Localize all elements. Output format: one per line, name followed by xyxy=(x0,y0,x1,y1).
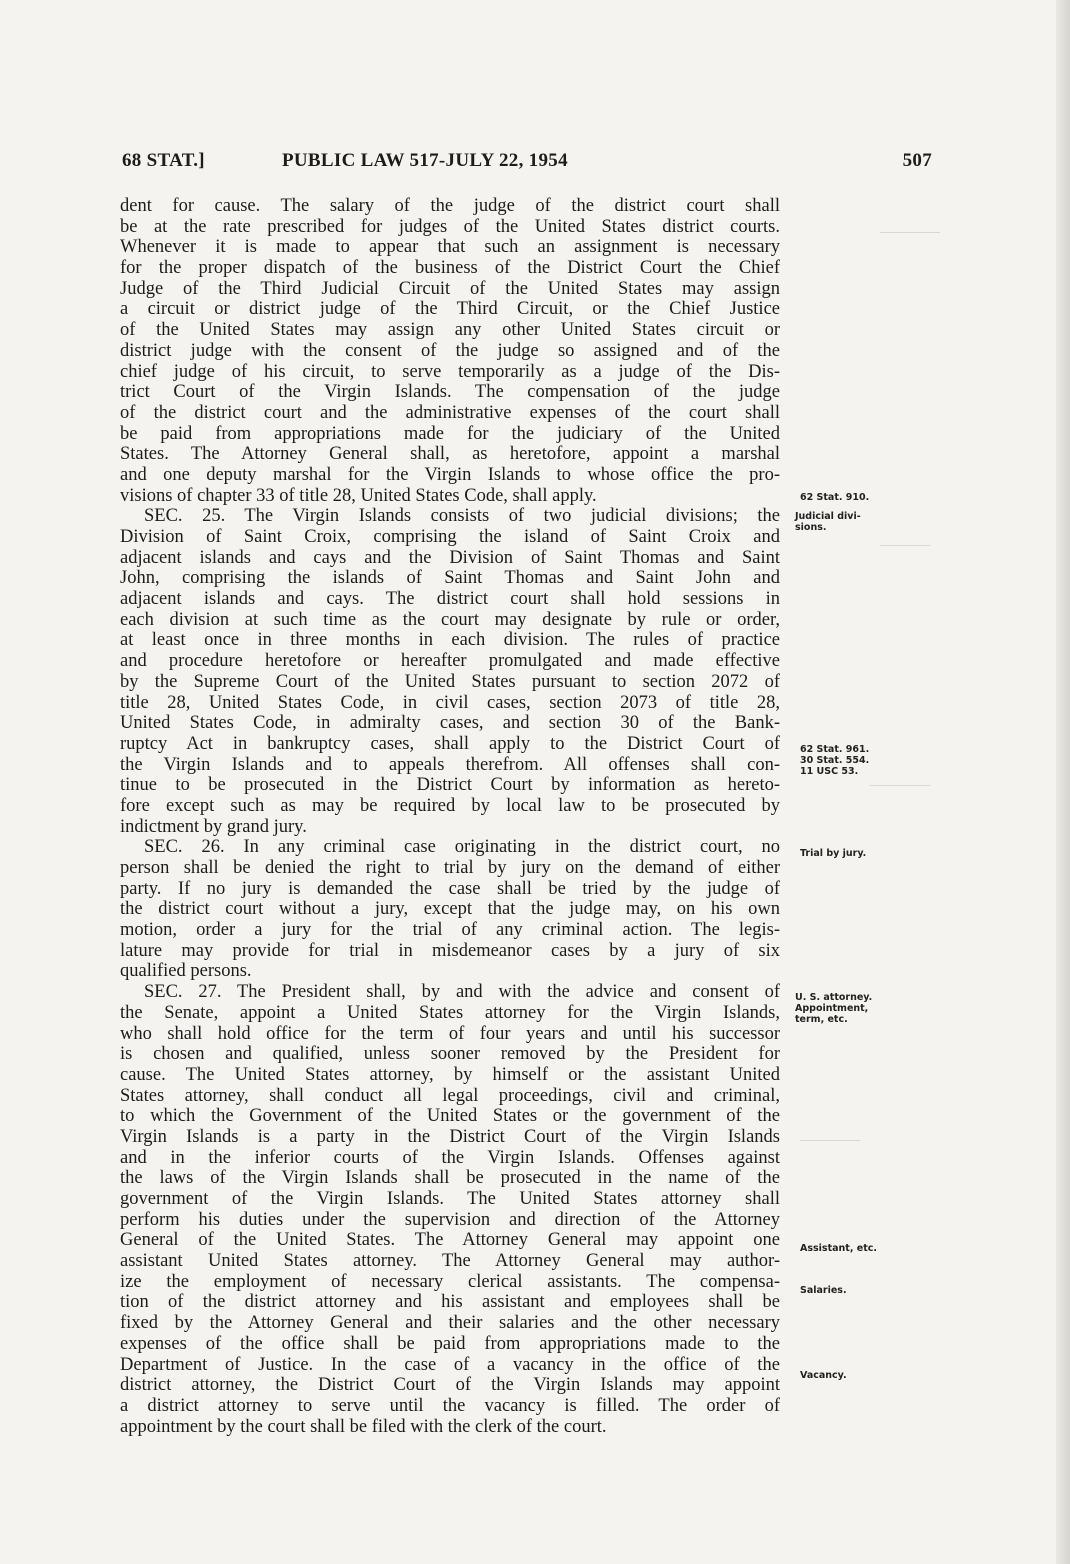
text-line: SEC. 27. The President shall, by and with the advice and consent of xyxy=(144,982,780,1003)
text-line: is chosen and qualified, unless sooner removed by the President for xyxy=(120,1044,780,1065)
text-line: by the Supreme Court of the United States pursuant to section 2072 of xyxy=(120,671,780,692)
text-line: General of the United States. The Attorney General may appoint one xyxy=(120,1230,780,1251)
text-line: States attorney, shall conduct all legal proceedings, civil and criminal, xyxy=(120,1085,780,1106)
text-line: at least once in three months in each division. The rules of practice xyxy=(120,630,780,651)
text-line: of the United States may assign any other United States circuit or xyxy=(120,320,780,341)
text-line: district judge with the consent of the judge so assigned and of the xyxy=(120,340,780,361)
text-line: fixed by the Attorney General and their salaries and the other necessary xyxy=(120,1313,780,1334)
text-line: Division of Saint Croix, comprising the island of Saint Croix and xyxy=(120,527,780,547)
text-line: qualified persons. xyxy=(120,961,252,982)
margin-note xyxy=(800,1285,847,1296)
margin-note xyxy=(795,511,861,533)
show-through-mark xyxy=(880,545,930,562)
text-line: States. The Attorney General shall, as heretofore, appoint a marshal xyxy=(120,444,780,465)
margin-note xyxy=(800,1243,877,1254)
margin-note-line: Assistant, etc. xyxy=(800,1243,877,1254)
text-line: United States Code, in admiralty cases, and section 30 of the Bank- xyxy=(120,713,780,734)
margin-note xyxy=(800,744,869,777)
margin-note-line: Salaries. xyxy=(800,1285,847,1296)
text-line: a district attorney to serve until the vacancy is filled. The order of xyxy=(120,1395,780,1416)
text-line: of the district court and the administrative expenses of the court shall xyxy=(120,402,780,423)
margin-note xyxy=(800,1370,847,1381)
text-line: and in the inferior courts of the Virgin Islands. Offenses against xyxy=(120,1147,780,1168)
margin-note-line: 30 Stat. 554. xyxy=(800,755,870,766)
margin-note-line: term, etc. xyxy=(795,1014,848,1025)
text-line: lature may provide for trial in misdemeanor cases by a jury of six xyxy=(120,940,780,961)
text-line: Department of Justice. In the case of a vacancy in the office of the xyxy=(120,1354,780,1375)
text-line: Whenever it is made to appear that such an assignment is necessary xyxy=(120,237,780,258)
text-line: Virgin Islands is a party in the District Court of the Virgin Islands xyxy=(120,1126,780,1147)
text-line: the laws of the Virgin Islands shall be prosecuted in the name of the xyxy=(120,1168,780,1189)
text-line: adjacent islands and cays. The district court shall hold sessions in xyxy=(120,589,780,610)
text-line: chief judge of his circuit, to serve temporarily as a judge of the Dis- xyxy=(120,361,780,382)
text-line: indictment by grand jury. xyxy=(120,816,307,837)
text-line: the Senate, appoint a United States attorney for the Virgin Islands, xyxy=(120,1002,780,1023)
margin-note-line: Appointment, xyxy=(795,1003,869,1014)
body-text xyxy=(120,196,780,1437)
text-line: who shall hold office for the term of four years and until his successor xyxy=(120,1023,780,1044)
text-line: and one deputy marshal for the Virgin Islands to whose office the pro- xyxy=(120,464,780,485)
text-line: party. If no jury is demanded the case shall be tried by the judge of xyxy=(120,878,780,899)
text-line: and procedure heretofore or hereafter promulgated and made effective xyxy=(120,651,780,672)
text-line: be paid from appropriations made for the judiciary of the United xyxy=(120,423,780,444)
text-line: tinue to be prosecuted in the District Court by information as hereto- xyxy=(120,775,780,796)
margin-note-line: 11 USC 53. xyxy=(800,766,859,777)
text-line: person shall be denied the right to trial by jury on the demand of either xyxy=(120,858,780,878)
text-line: John, comprising the islands of Saint Thomas and Saint John and xyxy=(120,568,780,589)
text-line: perform his duties under the supervision and direction of the Attorney xyxy=(120,1209,780,1230)
text-line: title 28, United States Code, in civil cases, section 2073 of title 28, xyxy=(120,692,780,713)
text-line: government of the Virgin Islands. The United States attorney shall xyxy=(120,1189,780,1209)
text-line: dent for cause. The salary of the judge of the district court shall xyxy=(120,196,780,216)
margin-note-line: Trial by jury. xyxy=(800,848,867,859)
running-header xyxy=(122,148,932,174)
page-edge-shadow xyxy=(1056,0,1070,1564)
margin-note-line: 62 Stat. 961. xyxy=(800,744,870,755)
text-line: tion of the district attorney and his assistant and employees shall be xyxy=(120,1292,780,1313)
text-line: fore except such as may be required by local law to be prosecuted by xyxy=(120,795,780,816)
volume-reference: 68 STAT.] xyxy=(122,150,205,171)
margin-note-line: 62 Stat. 910. xyxy=(800,492,870,503)
text-line: a circuit or district judge of the Third Circuit, or the Chief Justice xyxy=(120,299,780,320)
text-line: visions of chapter 33 of title 28, United States Code, shall apply. xyxy=(120,485,597,506)
margin-note-line: sions. xyxy=(795,522,827,533)
text-line: the Virgin Islands and to appeals therefrom. All offenses shall con- xyxy=(120,754,780,775)
text-line: be at the rate prescribed for judges of the United States district courts. xyxy=(120,216,780,237)
text-line: Judge of the Third Judicial Circuit of the United States may assign xyxy=(120,278,780,299)
text-line: motion, order a jury for the trial of any criminal action. The legis- xyxy=(120,920,780,941)
text-line: assistant United States attorney. The Attorney General may author- xyxy=(120,1251,780,1272)
show-through-mark xyxy=(870,785,930,802)
margin-note xyxy=(795,992,872,1025)
margin-note-line: Vacancy. xyxy=(800,1370,847,1381)
text-line: expenses of the office shall be paid from appropriations made to the xyxy=(120,1333,780,1354)
text-line: each division at such time as the court may designate by rule or order, xyxy=(120,609,780,630)
text-line: trict Court of the Virgin Islands. The compensation of the judge xyxy=(120,382,780,403)
text-line: the district court without a jury, except that the judge may, on his own xyxy=(120,899,780,920)
margin-note xyxy=(800,492,869,503)
text-line: adjacent islands and cays and the Division of Saint Thomas and Saint xyxy=(120,547,780,568)
page-number: 507 xyxy=(902,150,932,171)
text-line: to which the Government of the United States or the government of the xyxy=(120,1106,780,1127)
text-line: SEC. 26. In any criminal case originating in the district court, no xyxy=(144,837,780,858)
show-through-mark xyxy=(800,1140,860,1157)
margin-note xyxy=(800,848,866,859)
margin-note-line: U. S. attorney. xyxy=(795,992,873,1003)
text-line: cause. The United States attorney, by himself or the assistant United xyxy=(120,1064,780,1085)
text-line: appointment by the court shall be filed with the clerk of the court. xyxy=(120,1416,607,1437)
law-title: PUBLIC LAW 517-JULY 22, 1954 xyxy=(282,150,568,171)
margin-note-line: Judicial divi- xyxy=(795,511,861,522)
text-line: ize the employment of necessary clerical assistants. The compensa- xyxy=(120,1271,780,1292)
text-line: ruptcy Act in bankruptcy cases, shall apply to the District Court of xyxy=(120,733,780,754)
show-through-mark xyxy=(880,232,940,249)
text-line: district attorney, the District Court of the Virgin Islands may appoint xyxy=(120,1375,780,1396)
text-line: for the proper dispatch of the business of the District Court the Chief xyxy=(120,258,780,279)
text-line: SEC. 25. The Virgin Islands consists of two judicial divisions; the xyxy=(144,506,780,527)
